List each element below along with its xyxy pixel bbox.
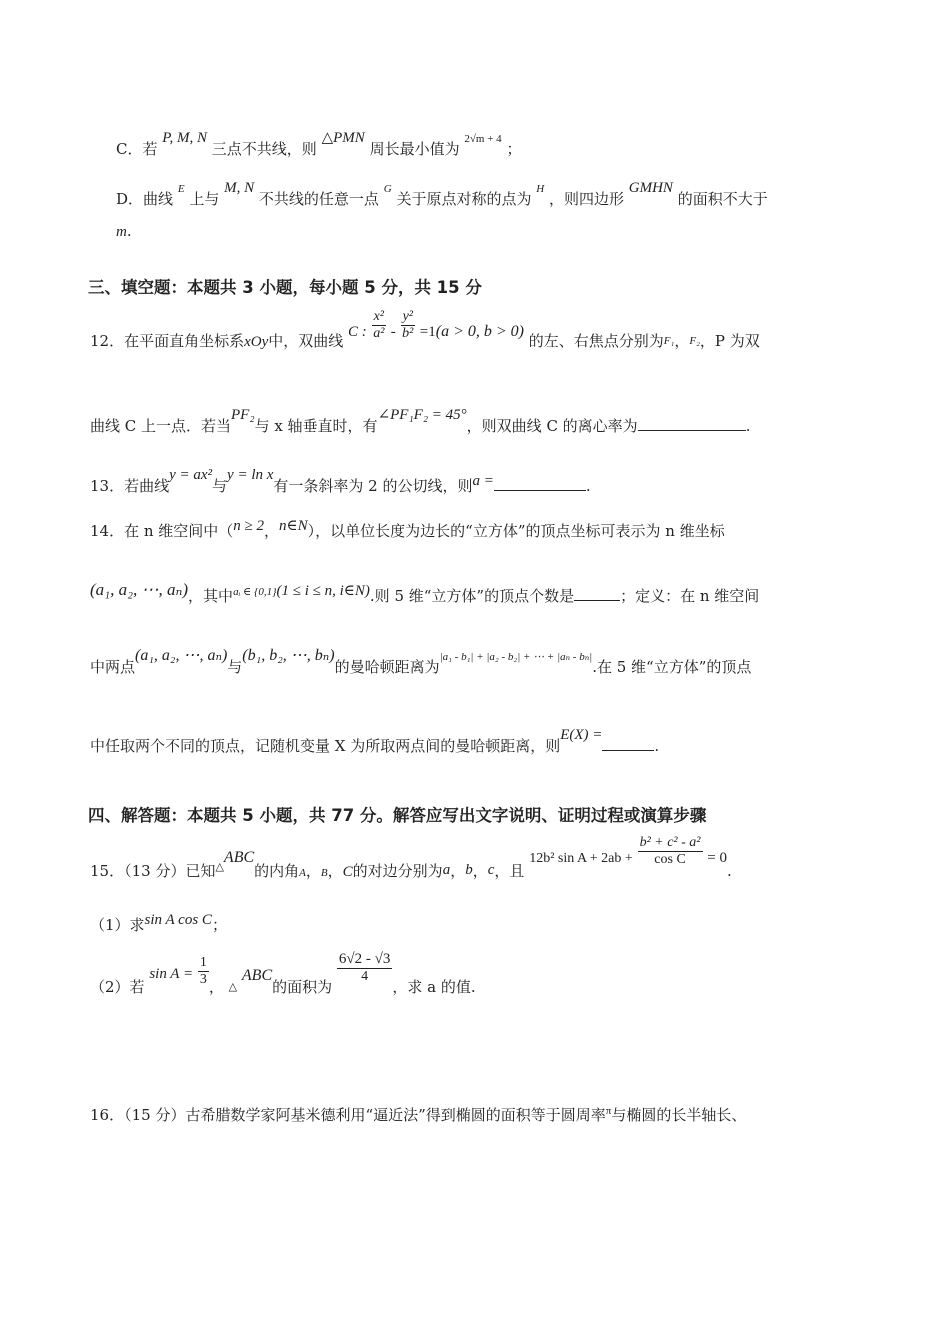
tuple-a2-math: (a₁, a₂, ⋯, aₙ)	[135, 647, 228, 664]
q15-text2: 的对边分别为	[352, 861, 443, 880]
answer-blank-14a[interactable]	[574, 586, 620, 601]
q15-comma4: ，	[472, 861, 488, 880]
h-math: H	[536, 183, 545, 195]
angle-math: ∠PF₁F₂ = 45°	[377, 407, 467, 423]
frac-num-q15: b² + c² - a²	[639, 835, 701, 850]
option-c-text2: 周长最小值为	[369, 140, 460, 158]
option-d-text2: 不共线的任意一点	[258, 190, 379, 208]
q16-text2: 与椭圆的长半轴长、	[611, 1106, 747, 1124]
question-12-line2	[90, 407, 751, 435]
answer-blank-12[interactable]	[638, 416, 746, 431]
option-d-line2	[116, 224, 132, 240]
q14-text1: 14．在 n 维空间中（	[90, 522, 234, 540]
q13-text2: 有一条斜率为 2 的公切线，则	[273, 477, 473, 495]
q15-comma1: ，	[305, 861, 321, 880]
xoy-math: xOy	[244, 333, 269, 350]
equals-one: =1	[419, 323, 436, 340]
q15-number: 15．（13 分）已知	[90, 861, 216, 880]
q14-l3-text2: 的曼哈顿距离为	[334, 658, 440, 676]
abc-math: ABC	[223, 848, 255, 866]
option-c-end: ；	[506, 140, 522, 158]
f2-math: F₂	[689, 334, 700, 347]
option-d-text3: 关于原点对称的点为	[396, 190, 532, 208]
option-d-text1: 上与	[189, 190, 220, 208]
frac-den-q15: cos C	[654, 852, 686, 867]
q12-text2: 的左、右焦点分别为	[528, 331, 664, 350]
q12-l2-text2: 与 x 轴垂直时，有	[254, 417, 378, 435]
q15-p1-end: ；	[211, 916, 227, 934]
m-math: m	[116, 224, 127, 240]
mn-math: M, N	[224, 180, 255, 196]
area-fraction	[337, 952, 392, 984]
equation-left: 12b² sin A + 2ab +	[529, 850, 633, 866]
equation-fraction	[638, 836, 703, 867]
option-d	[116, 180, 768, 208]
q15-p1-label: （1）求	[90, 916, 145, 934]
x2-over-a2	[372, 310, 386, 341]
frac-den-area: 4	[361, 969, 369, 984]
q14-l4-text1: 中任取两个不同的顶点，记随机变量 X 为所取两点间的曼哈顿距离，则	[90, 737, 561, 755]
q12-number: 12．在平面直角坐标系	[90, 331, 245, 350]
angle-a: A	[299, 866, 306, 879]
pmn-math: P, M, N	[162, 130, 207, 146]
a-equals-math: a =	[472, 473, 494, 489]
q12-comma: ，	[674, 331, 690, 350]
option-c-label: C．若	[116, 140, 158, 158]
q14-sep: ，	[264, 522, 280, 540]
question-14-line2	[90, 580, 760, 605]
option-c-text: 三点不共线，则	[211, 140, 317, 158]
frac-den-a2: a²	[373, 326, 385, 341]
q15-comma2: ，	[327, 861, 343, 880]
option-d-label: D．曲线	[116, 190, 174, 208]
q13-text1: 与	[212, 477, 228, 495]
question-15-part2	[90, 952, 476, 1002]
one-third	[198, 956, 209, 987]
q15-text3: ，且	[494, 861, 525, 880]
q14-l2-text2: .则 5 维“立方体”的顶点个数是	[369, 587, 575, 605]
n-in-N-math: n∈N	[279, 518, 308, 534]
option-d-end: .	[126, 222, 132, 240]
option-d-text5: 的面积不大于	[677, 190, 768, 208]
answer-blank-14b[interactable]	[602, 736, 654, 751]
n-ge-2-math: n ≥ 2	[233, 518, 265, 534]
angle-b: B	[320, 866, 328, 879]
q12-l2-text3: ，则双曲线 C 的离心率为	[466, 417, 638, 435]
q14-l2-text3: ；定义：在 n 维空间	[620, 587, 760, 605]
index-range-math: (1 ≤ i ≤ n, i∈N)	[276, 583, 370, 599]
question-15	[90, 835, 732, 880]
frac-den-b2: b²	[402, 326, 414, 341]
question-14-line4	[90, 727, 660, 755]
q16-text1: 16．（15 分）古希腊数学家阿基米德利用“逼近法”得到椭圆的面积等于圆周率	[90, 1106, 606, 1124]
tuple-a-math: (a₁, a₂, ⋯, aₙ)	[90, 580, 189, 599]
pi-symbol: π	[605, 1105, 612, 1117]
q13-number: 13．若曲线	[90, 477, 170, 495]
hyperbola-c: C :	[348, 323, 367, 340]
angle-c: C	[342, 863, 353, 880]
question-14	[90, 518, 725, 540]
sinA-equals: sin A =	[149, 966, 194, 982]
g-math: G	[383, 183, 392, 195]
f1-math: F₁	[663, 334, 675, 347]
q15-text1: 的内角	[254, 861, 300, 880]
q12-end: .	[745, 417, 751, 435]
section-4-heading: 四、解答题：本题共 5 小题，共 77 分。解答应写出文字说明、证明过程或演算步骤	[88, 806, 707, 825]
pf2-math: PF₂	[231, 407, 255, 423]
question-13	[90, 467, 591, 495]
answer-blank-13[interactable]	[494, 476, 586, 491]
sinA-cosC-math: sin A cos C	[144, 912, 212, 928]
triangle-icon-2: △	[228, 981, 238, 993]
q15-end: .	[727, 861, 732, 880]
e-math: E	[177, 183, 185, 195]
curve1-math: y = ax²	[169, 467, 213, 483]
q13-end: .	[585, 477, 591, 495]
min-perimeter-math: 2√m + 4	[464, 133, 502, 145]
question-12	[90, 310, 760, 350]
q12-text3: ，P 为双	[699, 331, 760, 350]
frac-num-1: 1	[199, 955, 207, 970]
section-3-heading: 三、填空题：本题共 3 小题，每小题 5 分，共 15 分	[88, 278, 482, 297]
q14-and: 与	[227, 658, 243, 676]
q12-text1: 中，双曲线	[268, 331, 344, 350]
question-15-part1	[90, 912, 227, 934]
q14-l3-text1: 中两点	[90, 658, 136, 676]
option-d-text4: ，则四边形	[548, 190, 624, 208]
side-b: b	[465, 861, 473, 878]
q15-p2-text: 的面积为	[272, 978, 333, 996]
q14-l3-text3: .在 5 维“立方体”的顶点	[592, 658, 752, 676]
option-c	[116, 130, 522, 158]
abc-math-2: ABC	[241, 967, 273, 984]
triangle-pmn-math: △PMN	[321, 130, 365, 146]
side-c: c	[487, 861, 495, 878]
q15-p2-end: ，求 a 的值.	[392, 978, 476, 996]
minus-sign: -	[390, 323, 396, 340]
frac-num-y2: y²	[402, 309, 413, 324]
equation-right: = 0	[707, 849, 727, 866]
question-16	[90, 1105, 747, 1124]
q14-end: .	[654, 737, 660, 755]
q15-p2-label: （2）若	[90, 978, 145, 996]
frac-den-3: 3	[199, 972, 207, 987]
side-a: a	[442, 861, 451, 878]
curve2-math: y = ln x	[227, 467, 274, 483]
frac-num-x2: x²	[373, 309, 384, 324]
gmhn-math: GMHN	[628, 180, 673, 196]
q15-comma3: ，	[450, 861, 466, 880]
ai-set-math: aᵢ ∈ {0,1}	[233, 586, 277, 598]
triangle-icon: △	[215, 860, 224, 873]
expectation-math: E(X) =	[560, 727, 603, 743]
hyperbola-condition: (a > 0, b > 0)	[435, 322, 524, 340]
manhattan-distance-math: |a₁ - b₁| + |a₂ - b₂| + ⋯ + |aₙ - bₙ|	[439, 651, 593, 663]
q14-text2: ），以单位长度为边长的“立方体”的顶点坐标可表示为 n 维坐标	[307, 522, 725, 540]
q12-l2-text1: 曲线 C 上一点．若当	[90, 417, 232, 435]
frac-num-area: 6√2 - √3	[338, 951, 391, 967]
tuple-b-math: (b₁, b₂, ⋯, bₙ)	[242, 647, 335, 664]
y2-over-b2	[401, 310, 415, 341]
q14-l2-text1: ，其中	[188, 587, 234, 605]
q15-p2-comma: ，	[208, 978, 224, 996]
